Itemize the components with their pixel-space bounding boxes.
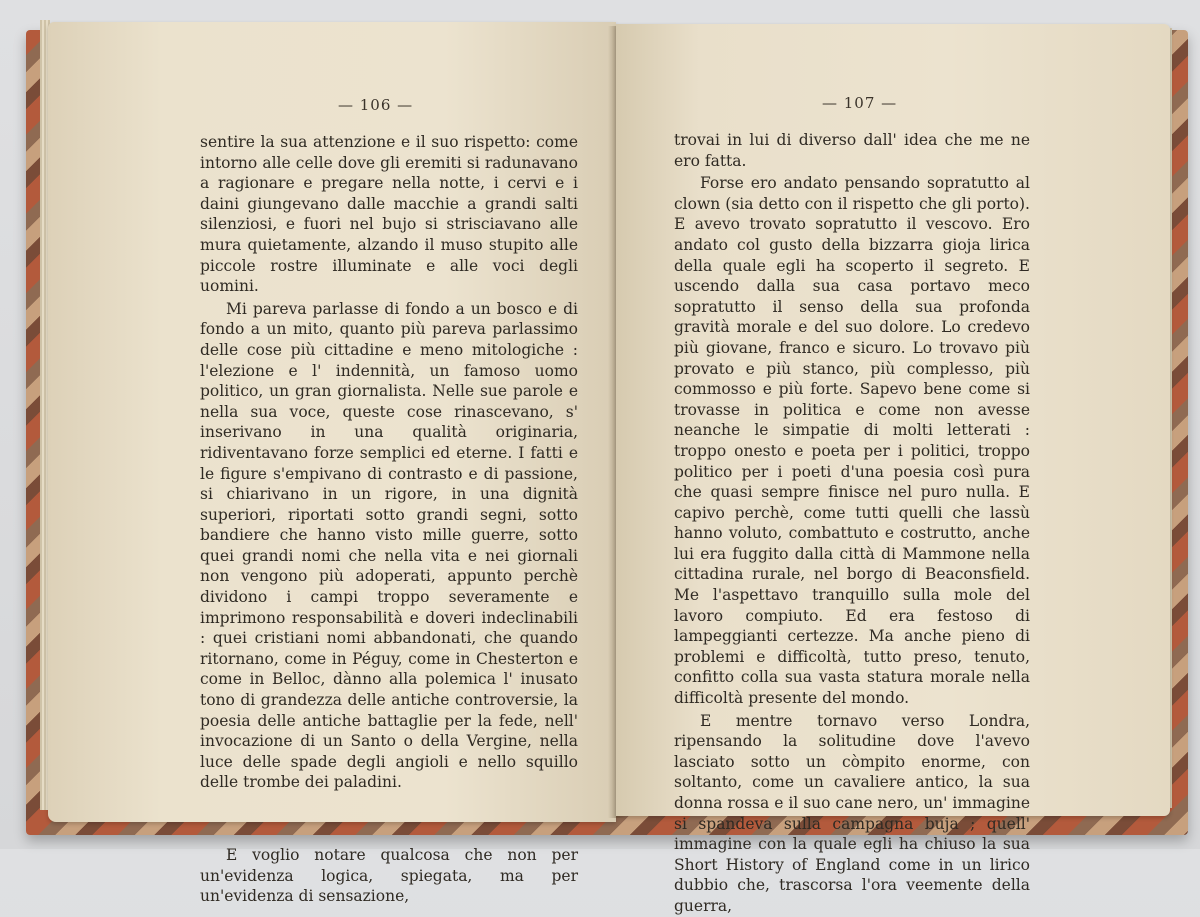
left-page-text [200,132,578,907]
left-paragraph-2: Mi pareva parlasse di fondo a un bosco e di fondo a un mito, quanto più pareva parlassimo delle cose più cittadine e meno mitologiche : l'elezione e l' indennità, un famoso uomo politico, un gran giornalista. Nelle sue parole e nella sua voce, queste cose rinascevano, s' inserivano in una qualità originaria, ridiventavano forze semplici ed eterne. I fatti e le figure s'empivano di contrasto e di passione, si chiarivano in un rigore, in una dignità superiori, riportati sotto grandi segni, sotto bandiere che hanno visto mille guerre, sotto quei grandi nomi che nella vita e nei giornali non vengono più adoperati, appunto perchè dividono i campi troppo severamente e imprimono responsabilità e doveri indeclinabili : quei cristiani nomi abbandonati, che quando ritornano, come in Péguy, come in Chesterton e come in Belloc, dànno alla polemica l' inusato tono di grandezza delle antiche controversie, la poesia delle antiche battaglie per la fede, nell' invocazione di un Santo o della Vergine, nella luce delle spade degli angioli e nello squillo delle trombe dei paladini. [200,299,578,792]
left-page [48,22,616,906]
right-paragraph-3: E mentre tornavo verso Londra, ripensando la solitudine dove l'avevo lasciato sotto un còmpito enorme, con soltanto, come un cavaliere antico, la sua donna rossa e il suo cane nero, un' immagine si spandeva sulla campagna buja ; quell' immagine con la quale egli ha chiuso la sua Short History of England come in un lirico dubbio che, trascorsa l'ora veemente della guerra, [674,711,1030,915]
right-paragraph-1: trovai in lui di diverso dall' idea che me ne ero fatta. [674,131,1030,170]
left-page-number: — 106 — [338,96,414,114]
left-paragraph-1: sentire la sua attenzione e il suo rispetto: come intorno alle celle dove gli eremiti si radunavano a ragionare e pregare nella notte, i cervi e i daini giungevano dalle macchie a grandi salti silenziosi, e fuori nel bujo si strisciavano alle mura quietamente, alzando il muso stupito alle piccole rostre illuminate e alle voci degli uomini. [200,133,578,296]
right-page [616,24,1170,915]
right-page-number: — 107 — [822,94,898,112]
left-paragraph-3: E voglio notare qualcosa che non per un'evidenza logica, spiegata, ma per un'evidenza di sensazione, [200,846,578,906]
right-page-text [674,130,1030,917]
right-paragraph-2: Forse ero andato pensando sopratutto al clown (sia detto con il rispetto che gli porto). E avevo trovato sopratutto il vescovo. Ero andato col gusto della bizzarra gioja lirica della quale egli ha scoperto il segreto. E uscendo dalla sua casa portavo meco sopratutto il senso della sua profonda gravità morale e del suo dolore. Lo credevo più giovane, franco e sicuro. Lo trovavo più provato e più stanco, più complesso, più commosso e più forte. Sapevo bene come si trovasse in politica e come non avesse neanche le simpatie di molti letterati : troppo onesto e poeta per i politici, troppo politico per i poeti d'una poesia così pura che quasi sempre finisce nel puro nulla. E capivo perchè, come tutti quelli che lassù hanno voluto, combattuto e costrutto, anche lui era fuggito dalla città di Mammone nella cittadina rurale, nel borgo di Beaconsfield. Me l'aspettavo tranquillo sulla mole del lavoro compiuto. Ed era festoso di lampeggianti certezze. Ma anche pieno di problemi e difficoltà, tutto preso, tenuto, confitto colla sua vasta statura morale nella difficoltà presente del mondo. [674,174,1030,708]
